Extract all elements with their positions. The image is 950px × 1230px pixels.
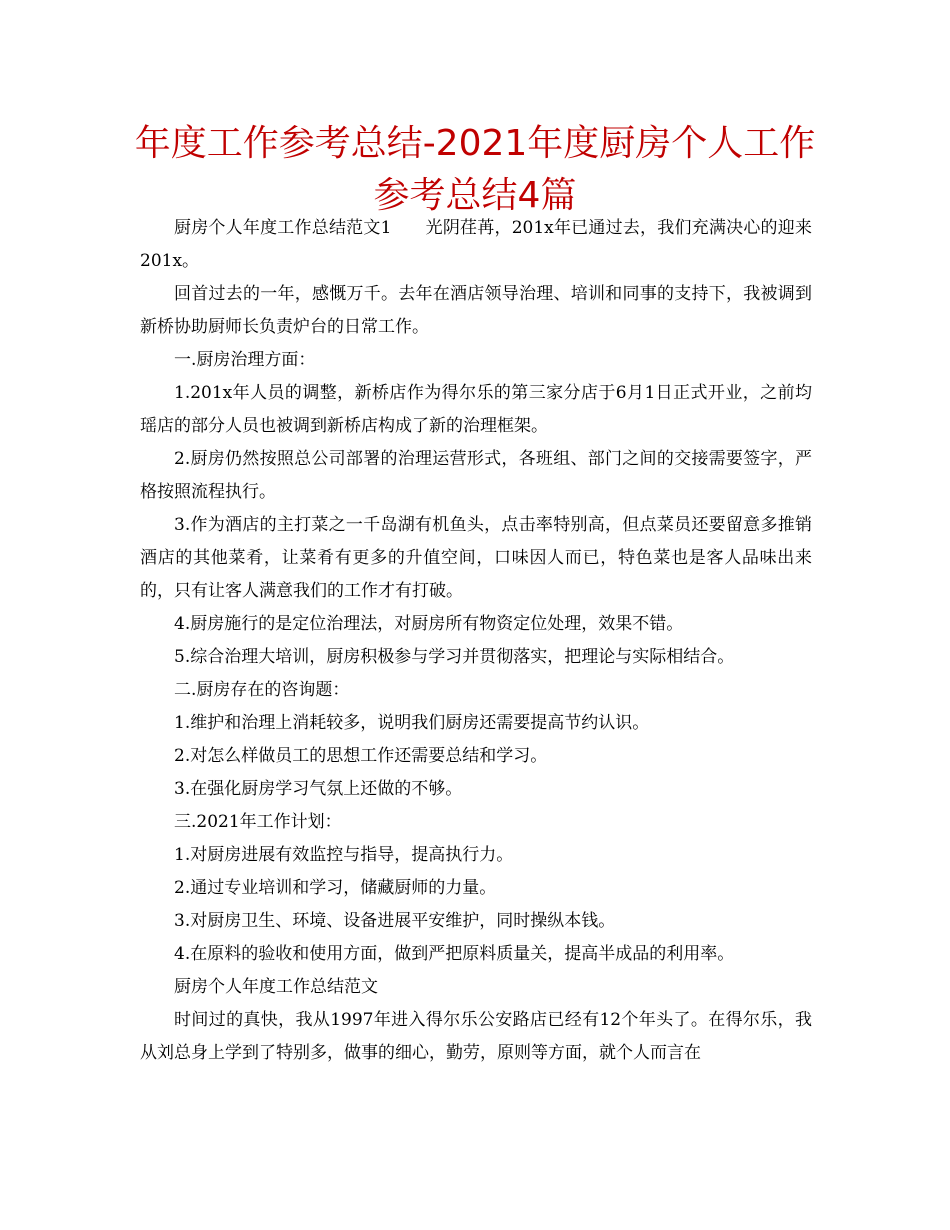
section-heading: 厨房个人年度工作总结范文 [174, 977, 378, 997]
section-heading: 二.厨房存在的咨询题： [174, 680, 350, 700]
paragraph: 4.在原料的验收和使用方面，做到严把原料质量关，提高半成品的利用率。 [174, 944, 735, 964]
paragraph: 回首过去的一年，感慨万千。去年在酒店领导治理、培训和同事的支持下，我被调到新桥协助厨师长负责炉台的日常工作。 [140, 284, 812, 337]
paragraph: 5.综合治理大培训，厨房积极参与学习并贯彻落实，把理论与实际相结合。 [174, 647, 735, 667]
paragraph: 2.对怎么样做员工的思想工作还需要总结和学习。 [174, 746, 548, 766]
paragraph: 时间过的真快，我从1997年进入得尔乐公安路店已经有12个年头了。在得尔乐，我从刘总身上学到了特别多，做事的细心，勤劳，原则等方面，就个人而言在 [140, 1010, 812, 1063]
document-body [140, 212, 812, 1070]
paragraph: 2.通过专业培训和学习，储藏厨师的力量。 [174, 878, 497, 898]
paragraph: 1.201x年人员的调整，新桥店作为得尔乐的第三家分店于6月1日正式开业，之前均瑶店的部分人员也被调到新桥店构成了新的治理框架。 [140, 383, 812, 436]
document-title: 年度工作参考总结-2021年度厨房个人工作参考总结4篇 [134, 123, 816, 216]
section-heading: 厨房个人年度工作总结范文1 [174, 218, 392, 238]
paragraph [140, 212, 812, 278]
paragraph: 3.作为酒店的主打菜之一千岛湖有机鱼头，点击率特别高，但点菜员还要留意多推销酒店的其他菜肴，让菜肴有更多的升值空间，口味因人而已，特色菜也是客人品味出来的，只有让客人满意我们的工作才有打破。 [140, 515, 812, 601]
paragraph: 3.在强化厨房学习气氛上还做的不够。 [174, 779, 463, 799]
paragraph: 1.维护和治理上消耗较多，说明我们厨房还需要提高节约认识。 [174, 713, 650, 733]
paragraph: 2.厨房仍然按照总公司部署的治理运营形式，各班组、部门之间的交接需要签字，严格按照流程执行。 [140, 449, 812, 502]
section-heading: 一.厨房治理方面： [174, 350, 316, 370]
paragraph: 4.厨房施行的是定位治理法，对厨房所有物资定位处理，效果不错。 [174, 614, 684, 634]
section-heading: 三.2021年工作计划： [174, 812, 342, 832]
paragraph-text: 光阴荏苒，201x年已通过去，我们充满决心的迎来201x。 [140, 218, 812, 271]
paragraph: 1.对厨房进展有效监控与指导，提高执行力。 [174, 845, 514, 865]
paragraph: 3.对厨房卫生、环境、设备进展平安维护，同时操纵本钱。 [174, 911, 616, 931]
